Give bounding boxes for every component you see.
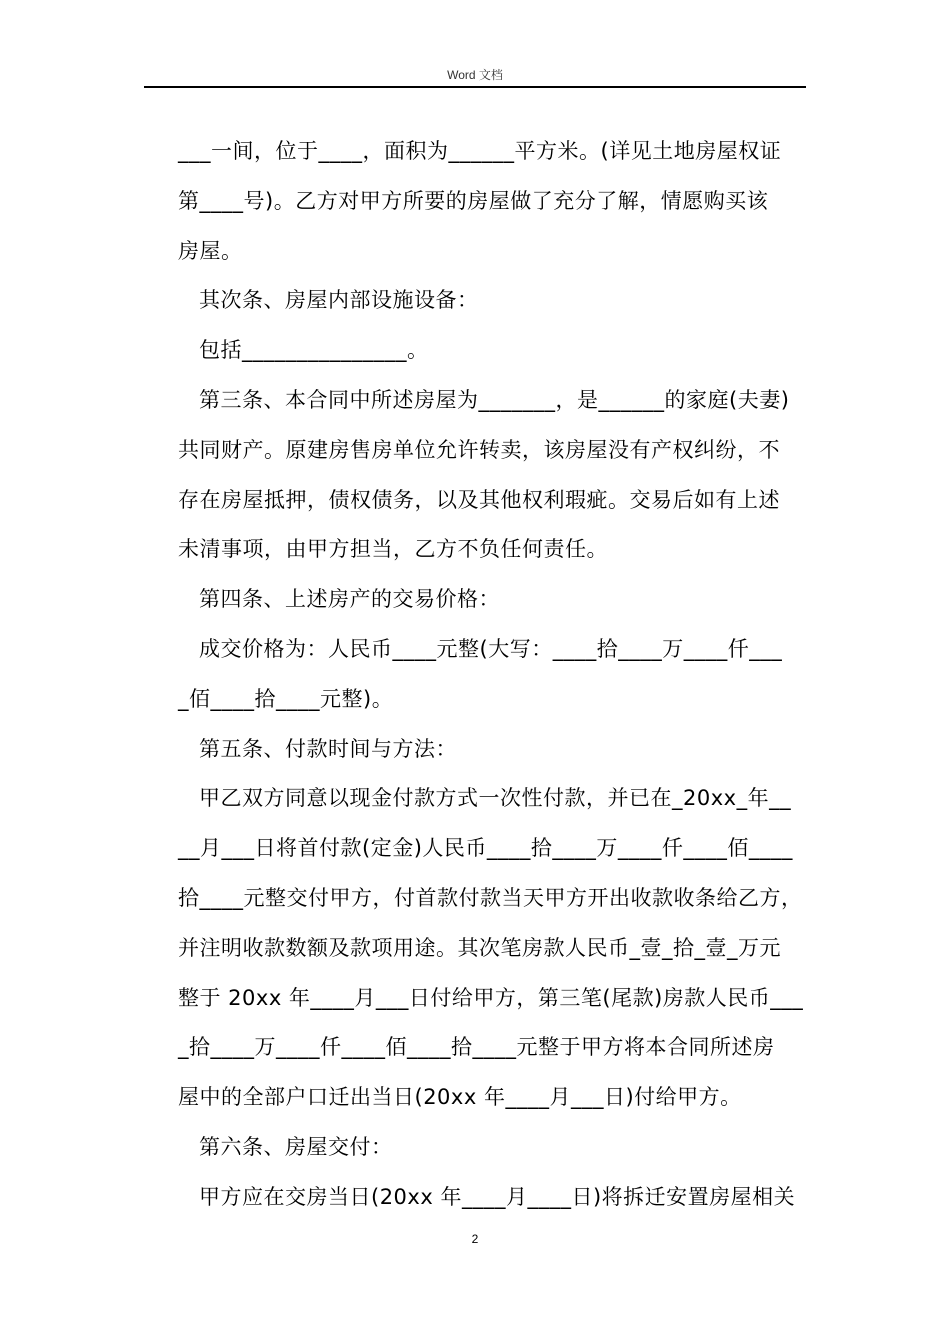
text-line: _佰____拾____元整)。	[178, 686, 394, 711]
text-line: 整于 20xx 年____月___日付给甲方，第三笔(尾款)房款人民币___	[178, 985, 804, 1010]
text-line: 第六条、房屋交付：	[199, 1134, 393, 1159]
text-line: 第四条、上述房产的交易价格：	[199, 587, 500, 612]
document-body	[178, 127, 808, 1223]
text-line: 拾____元整交付甲方，付首款付款当天甲方开出收款收条给乙方，	[178, 885, 803, 910]
page-header: Word 文档	[447, 68, 503, 82]
page-number: 2	[471, 1232, 479, 1246]
text-line: 成交价格为：人民币____元整(大写：____拾____万____仟___	[199, 636, 783, 661]
text-line: __月___日将首付款(定金)人民币____拾____万____仟____佰____	[178, 836, 793, 861]
text-line: 存在房屋抵押，债权债务，以及其他权利瑕疵。交易后如有上述	[178, 487, 780, 512]
header-divider	[144, 86, 806, 88]
text-line: 并注明收款数额及款项用途。其次笔房款人民币_壹_拾_壹_万元	[178, 935, 781, 960]
text-line: 房屋。	[178, 238, 243, 263]
text-line: 包括_______________。	[199, 338, 429, 363]
text-line: 甲乙双方同意以现金付款方式一次性付款，并已在_20xx_年__	[199, 786, 792, 811]
text-line: 屋中的全部户口迁出当日(20xx 年____月___日)付给甲方。	[178, 1085, 742, 1110]
text-line: ___一间，位于____，面积为______平方米。(详见土地房屋权证	[178, 139, 782, 163]
text-line: 第三条、本合同中所述房屋为_______，是______的家庭(夫妻)	[199, 387, 790, 412]
text-line: 第____号)。乙方对甲方所要的房屋做了充分了解，情愿购买该	[178, 188, 769, 213]
text-line: 其次条、房屋内部设施设备：	[199, 288, 479, 313]
text-line: 共同财产。原建房售房单位允许转卖，该房屋没有产权纠纷，不	[178, 437, 780, 462]
text-line: 未清事项，由甲方担当，乙方不负任何责任。	[178, 537, 608, 562]
text-line: 甲方应在交房当日(20xx 年____月____日)将拆迁安置房屋相关	[199, 1184, 796, 1209]
text-line: 第五条、付款时间与方法：	[199, 736, 457, 761]
text-line: _拾____万____仟____佰____拾____元整于甲方将本合同所述房	[178, 1035, 775, 1060]
